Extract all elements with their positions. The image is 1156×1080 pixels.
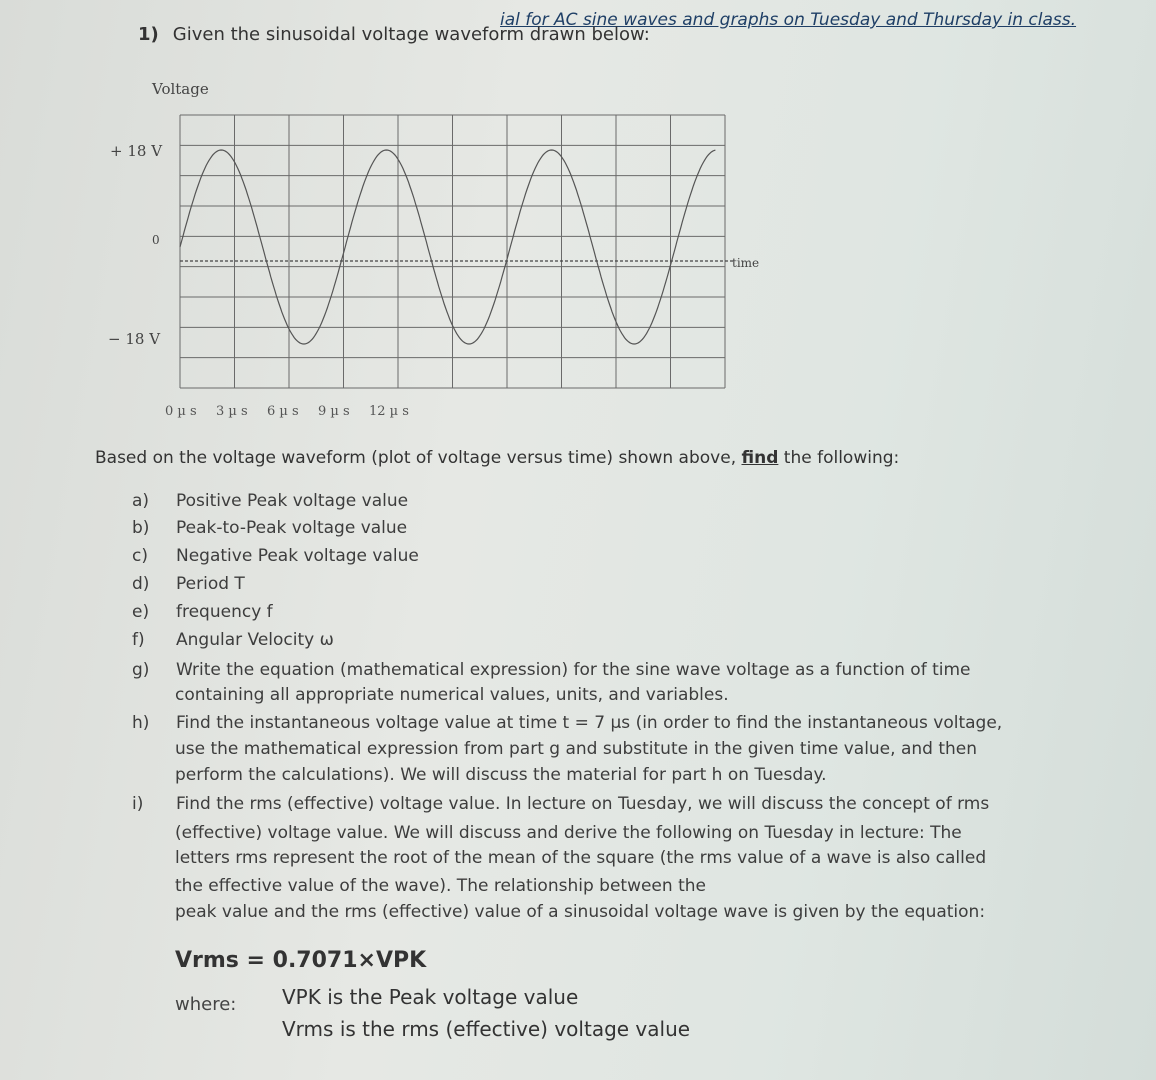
header-line: ial for AC sine waves and graphs on Tuesday and Thursday in class. (500, 10, 1077, 30)
x-tick-label: 3 µ s (216, 404, 248, 419)
list-item-c: c) Negative Peak voltage value (132, 546, 419, 566)
list-item-f: f) Angular Velocity ω (132, 630, 334, 650)
list-item-h-cont2: perform the calculations). We will discuss the material for part h on Tuesday. (175, 765, 827, 785)
list-item-d: d) Period T (132, 574, 245, 594)
list-item-i-cont1: (effective) voltage value. We will discuss and derive the following on Tuesday in lecture: The (175, 823, 962, 843)
list-item-a: a) Positive Peak voltage value (132, 491, 409, 511)
question-text: Given the sinusoidal voltage waveform drawn below: (172, 24, 650, 45)
question-number: 1) (138, 24, 159, 45)
x-tick-label: 6 µ s (267, 404, 299, 419)
list-item-i: i) Find the rms (effective) voltage value. In lecture on Tuesday, we will discuss the concept of rms (132, 794, 990, 814)
list-item-g: g) Write the equation (mathematical expression) for the sine wave voltage as a function of time (132, 660, 971, 680)
y-axis-label: Voltage (152, 80, 209, 98)
x-tick-label: 0 µ s (165, 404, 197, 419)
list-item-i-cont4: peak value and the rms (effective) value of a sinusoidal voltage wave is given by the equation: (175, 902, 986, 922)
instructions (95, 448, 899, 468)
waveform-chart (0, 0, 1156, 440)
list-item-h: h) Find the instantaneous voltage value at time t = 7 µs (in order to find the instantaneous voltage, (132, 713, 1003, 733)
find-word: find (741, 448, 779, 468)
definition-vpk: VPK is the Peak voltage value (282, 985, 579, 1009)
rms-equation: Vrms = 0.7071×VPK (175, 948, 427, 973)
x-tick-label: 9 µ s (318, 404, 350, 419)
intro-text: Based on the voltage waveform (plot of voltage versus time) shown above, (95, 448, 742, 468)
x-axis-label: time (732, 256, 760, 270)
y-tick-zero: 0 (152, 233, 160, 247)
where-label: where: (175, 994, 237, 1015)
definition-vrms: Vrms is the rms (effective) voltage value (282, 1017, 691, 1041)
list-item-b: b) Peak-to-Peak voltage value (132, 518, 408, 538)
list-item-g-cont: containing all appropriate numerical values, units, and variables. (175, 685, 729, 705)
y-tick-top: + 18 V (110, 142, 163, 160)
list-item-e: e) frequency f (132, 602, 273, 622)
x-tick-labels (165, 404, 409, 419)
list-item-i-cont2: letters rms represent the root of the mean of the square (the rms value of a wave is also called (175, 848, 987, 868)
x-tick-label: 12 µ s (369, 404, 409, 419)
list-item-i-cont3: the effective value of the wave). The relationship between the (175, 876, 706, 896)
intro-tail: the following: (778, 448, 900, 468)
y-tick-bottom: − 18 V (108, 330, 161, 348)
sine-wave-line (180, 150, 715, 344)
list-item-h-cont1: use the mathematical expression from part g and substitute in the given time value, and then (175, 739, 978, 759)
